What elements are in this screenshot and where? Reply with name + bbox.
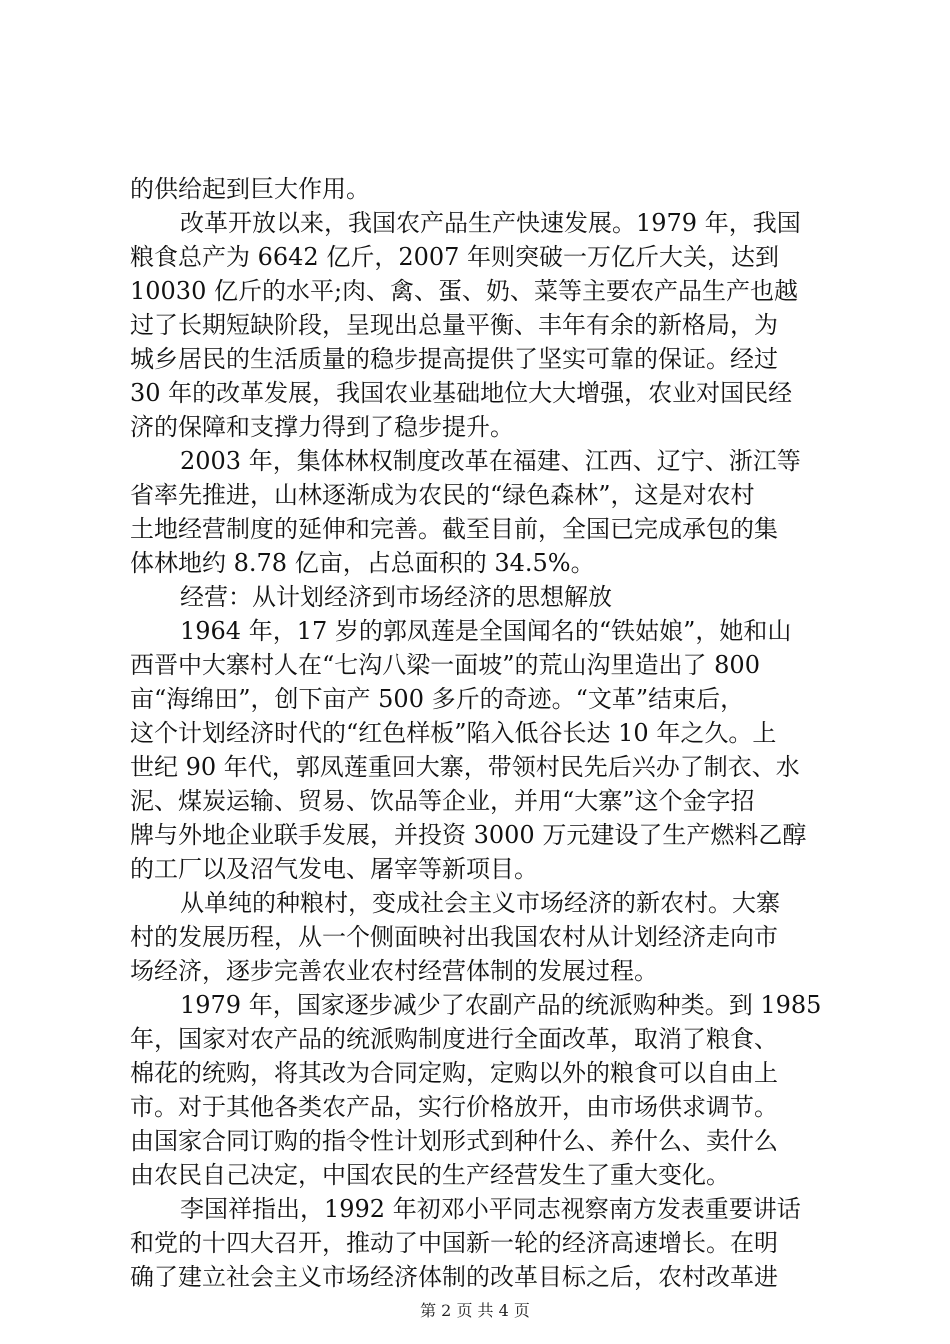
text-line: 这个计划经济时代的“红色样板”陷入低谷长达 10 年之久。上 <box>130 719 777 747</box>
text-line: 场经济，逐步完善农业农村经营体制的发展过程。 <box>130 957 658 985</box>
text-line: 改革开放以来，我国农产品生产快速发展。1979 年，我国 <box>180 209 801 237</box>
text-line: 泥、煤炭运输、贸易、饮品等企业，并用“大寨”这个金字招 <box>130 787 755 815</box>
text-line: 1979 年，国家逐步减少了农副产品的统派购种类。到 1985 <box>180 991 822 1019</box>
text-line: 从单纯的种粮村，变成社会主义市场经济的新农村。大寨 <box>180 889 780 917</box>
text-line: 和党的十四大召开，推动了中国新一轮的经济高速增长。在明 <box>130 1229 778 1257</box>
text-line: 城乡居民的生活质量的稳步提高提供了坚实可靠的保证。经过 <box>130 345 778 373</box>
text-line: 的工厂以及沼气发电、屠宰等新项目。 <box>130 855 538 883</box>
text-line: 省率先推进，山林逐渐成为农民的“绿色森林”，这是对农村 <box>130 481 755 509</box>
page-footer: 第 2 页 共 4 页 <box>420 1301 530 1320</box>
text-line: 市。对于其他各类农产品，实行价格放开，由市场供求调节。 <box>130 1093 778 1121</box>
text-line: 亩“海绵田”，创下亩产 500 多斤的奇迹。“文革”结束后， <box>130 685 745 713</box>
text-line: 1964 年，17 岁的郭凤莲是全国闻名的“铁姑娘”，她和山 <box>180 617 792 645</box>
text-line: 村的发展历程，从一个侧面映衬出我国农村从计划经济走向市 <box>130 923 778 951</box>
text-line: 的供给起到巨大作用。 <box>130 175 370 203</box>
text-line: 牌与外地企业联手发展，并投资 3000 万元建设了生产燃料乙醇 <box>130 821 807 849</box>
body-text <box>130 172 830 1294</box>
text-line: 年，国家对农产品的统派购制度进行全面改革，取消了粮食、 <box>130 1025 778 1053</box>
text-line: 由农民自己决定，中国农民的生产经营发生了重大变化。 <box>130 1161 730 1189</box>
text-line: 李国祥指出，1992 年初邓小平同志视察南方发表重要讲话 <box>180 1195 801 1223</box>
text-line: 30 年的改革发展，我国农业基础地位大大增强，农业对国民经 <box>130 379 793 407</box>
text-line: 由国家合同订购的指令性计划形式到种什么、养什么、卖什么 <box>130 1127 778 1155</box>
text-line: 棉花的统购，将其改为合同定购，定购以外的粮食可以自由上 <box>130 1059 778 1087</box>
text-line: 济的保障和支撑力得到了稳步提升。 <box>130 413 514 441</box>
text-line: 过了长期短缺阶段，呈现出总量平衡、丰年有余的新格局，为 <box>130 311 778 339</box>
text-line: 确了建立社会主义市场经济体制的改革目标之后，农村改革进 <box>130 1263 778 1291</box>
text-line: 体林地约 8.78 亿亩，占总面积的 34.5%。 <box>130 549 595 577</box>
text-line: 土地经营制度的延伸和完善。截至目前，全国已完成承包的集 <box>130 515 778 543</box>
text-line: 粮食总产为 6642 亿斤，2007 年则突破一万亿斤大关，达到 <box>130 243 780 271</box>
text-line: 10030 亿斤的水平;肉、禽、蛋、奶、菜等主要农产品生产也越 <box>130 277 799 305</box>
text-line: 2003 年，集体林权制度改革在福建、江西、辽宁、浙江等 <box>180 447 801 475</box>
text-line: 西晋中大寨村人在“七沟八梁一面坡”的荒山沟里造出了 800 <box>130 651 760 679</box>
text-line: 经营：从计划经济到市场经济的思想解放 <box>180 583 612 611</box>
text-line: 世纪 90 年代，郭凤莲重回大寨，带领村民先后兴办了制衣、水 <box>130 753 800 781</box>
